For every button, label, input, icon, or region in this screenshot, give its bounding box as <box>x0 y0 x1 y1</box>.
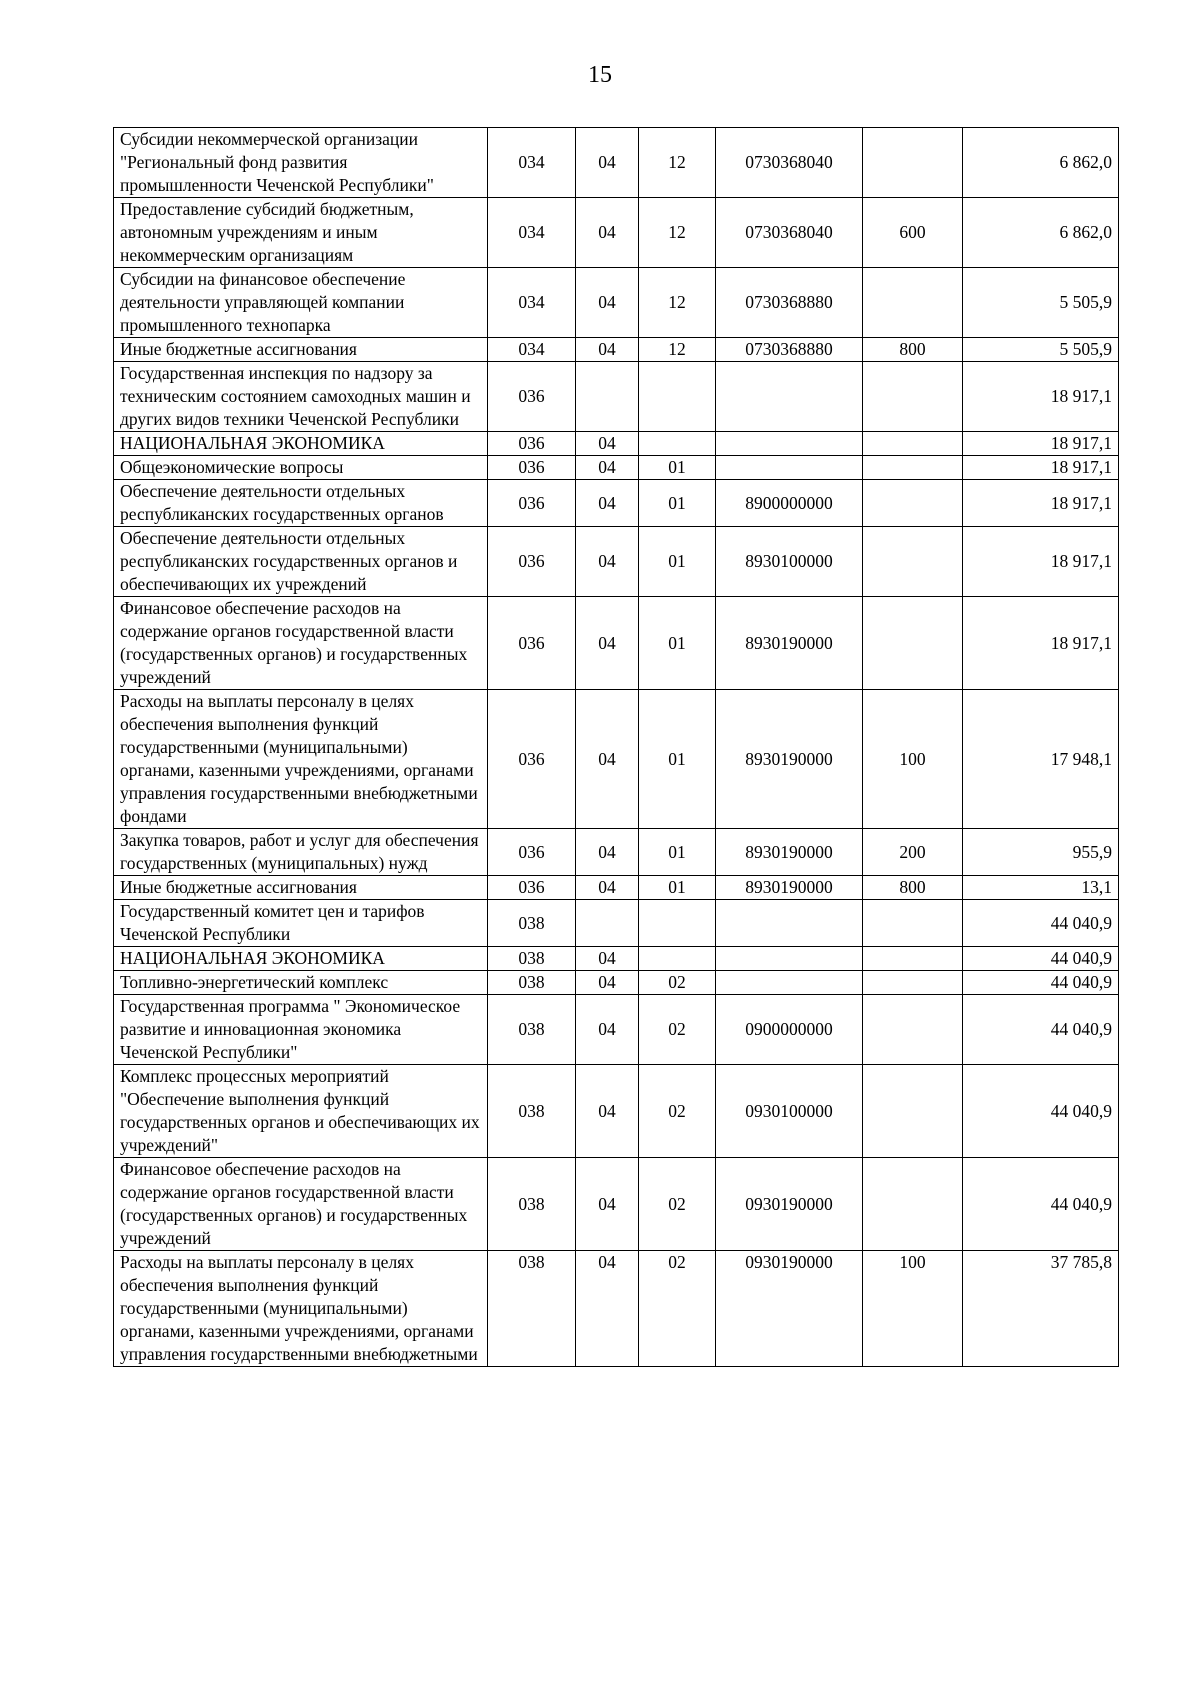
expense-type-code-cell <box>863 995 963 1065</box>
ministry-code-cell: 036 <box>488 876 576 900</box>
ministry-code-cell: 036 <box>488 527 576 597</box>
target-item-code-cell: 8930100000 <box>716 527 863 597</box>
item-name-cell: Общеэкономические вопросы <box>114 456 488 480</box>
ministry-code-cell: 034 <box>488 198 576 268</box>
expense-type-code-cell: 100 <box>863 1251 963 1367</box>
amount-cell: 6 862,0 <box>963 198 1119 268</box>
ministry-code-cell: 036 <box>488 456 576 480</box>
item-name-cell: Расходы на выплаты персоналу в целях обеспечения выполнения функций государственными (муниципальными) органами, казенными учреждениями, органами управления государственными внебюджетными <box>114 1251 488 1367</box>
table-row <box>114 338 1119 362</box>
subsection-code-cell: 02 <box>639 995 716 1065</box>
amount-cell: 18 917,1 <box>963 432 1119 456</box>
table-row <box>114 128 1119 198</box>
ministry-code-cell: 034 <box>488 338 576 362</box>
section-code-cell: 04 <box>576 947 639 971</box>
subsection-code-cell: 12 <box>639 128 716 198</box>
section-code-cell: 04 <box>576 1251 639 1367</box>
subsection-code-cell: 02 <box>639 1158 716 1251</box>
item-name-cell: Финансовое обеспечение расходов на содержание органов государственной власти (государственных органов) и государственных учреждений <box>114 1158 488 1251</box>
item-name-cell: Предоставление субсидий бюджетным, автономным учреждениям и иным некоммерческим организациям <box>114 198 488 268</box>
section-code-cell: 04 <box>576 480 639 527</box>
expense-type-code-cell: 200 <box>863 829 963 876</box>
expense-type-code-cell <box>863 362 963 432</box>
section-code-cell: 04 <box>576 690 639 829</box>
table-row <box>114 1251 1119 1367</box>
table-row <box>114 597 1119 690</box>
ministry-code-cell: 038 <box>488 1065 576 1158</box>
amount-cell: 18 917,1 <box>963 456 1119 480</box>
amount-cell: 955,9 <box>963 829 1119 876</box>
ministry-code-cell: 036 <box>488 829 576 876</box>
table-row <box>114 480 1119 527</box>
section-code-cell: 04 <box>576 456 639 480</box>
table-row <box>114 268 1119 338</box>
table-row <box>114 829 1119 876</box>
page-number: 15 <box>588 62 612 88</box>
target-item-code-cell <box>716 362 863 432</box>
target-item-code-cell: 0730368040 <box>716 128 863 198</box>
target-item-code-cell: 8930190000 <box>716 597 863 690</box>
ministry-code-cell: 034 <box>488 268 576 338</box>
table-row <box>114 198 1119 268</box>
subsection-code-cell: 02 <box>639 1251 716 1367</box>
ministry-code-cell: 038 <box>488 995 576 1065</box>
amount-cell: 44 040,9 <box>963 1158 1119 1251</box>
amount-cell: 44 040,9 <box>963 1065 1119 1158</box>
ministry-code-cell: 036 <box>488 432 576 456</box>
amount-cell: 13,1 <box>963 876 1119 900</box>
item-name-cell: Финансовое обеспечение расходов на содержание органов государственной власти (государственных органов) и государственных учреждений <box>114 597 488 690</box>
amount-cell: 6 862,0 <box>963 128 1119 198</box>
ministry-code-cell: 034 <box>488 128 576 198</box>
item-name-cell: Топливно-энергетический комплекс <box>114 971 488 995</box>
subsection-code-cell <box>639 362 716 432</box>
item-name-cell: Субсидии на финансовое обеспечение деятельности управляющей компании промышленного технопарка <box>114 268 488 338</box>
amount-cell: 44 040,9 <box>963 971 1119 995</box>
table-row <box>114 1158 1119 1251</box>
subsection-code-cell: 01 <box>639 829 716 876</box>
target-item-code-cell: 0730368880 <box>716 268 863 338</box>
section-code-cell: 04 <box>576 198 639 268</box>
table-row <box>114 527 1119 597</box>
expense-type-code-cell <box>863 1065 963 1158</box>
subsection-code-cell: 12 <box>639 268 716 338</box>
subsection-code-cell: 01 <box>639 690 716 829</box>
expense-type-code-cell <box>863 480 963 527</box>
target-item-code-cell: 8930190000 <box>716 829 863 876</box>
amount-cell: 18 917,1 <box>963 480 1119 527</box>
table-row <box>114 690 1119 829</box>
table-row <box>114 456 1119 480</box>
expense-type-code-cell <box>863 971 963 995</box>
item-name-cell: НАЦИОНАЛЬНАЯ ЭКОНОМИКА <box>114 947 488 971</box>
target-item-code-cell <box>716 947 863 971</box>
item-name-cell: Иные бюджетные ассигнования <box>114 338 488 362</box>
ministry-code-cell: 038 <box>488 947 576 971</box>
expense-type-code-cell <box>863 527 963 597</box>
amount-cell: 18 917,1 <box>963 527 1119 597</box>
subsection-code-cell <box>639 900 716 947</box>
subsection-code-cell <box>639 947 716 971</box>
expense-type-code-cell: 600 <box>863 198 963 268</box>
item-name-cell: Субсидии некоммерческой организации "Региональный фонд развития промышленности Чеченской Республики" <box>114 128 488 198</box>
item-name-cell: Обеспечение деятельности отдельных республиканских государственных органов <box>114 480 488 527</box>
expense-type-code-cell <box>863 947 963 971</box>
amount-cell: 44 040,9 <box>963 900 1119 947</box>
section-code-cell: 04 <box>576 527 639 597</box>
item-name-cell: Государственная программа " Экономическое развитие и инновационная экономика Чеченской Республики" <box>114 995 488 1065</box>
item-name-cell: Иные бюджетные ассигнования <box>114 876 488 900</box>
ministry-code-cell: 036 <box>488 597 576 690</box>
section-code-cell <box>576 362 639 432</box>
item-name-cell: Обеспечение деятельности отдельных республиканских государственных органов и обеспечивающих их учреждений <box>114 527 488 597</box>
expense-type-code-cell <box>863 128 963 198</box>
section-code-cell: 04 <box>576 268 639 338</box>
ministry-code-cell: 036 <box>488 480 576 527</box>
section-code-cell: 04 <box>576 876 639 900</box>
section-code-cell: 04 <box>576 971 639 995</box>
table-row <box>114 432 1119 456</box>
ministry-code-cell: 036 <box>488 362 576 432</box>
amount-cell: 37 785,8 <box>963 1251 1119 1367</box>
table-row <box>114 876 1119 900</box>
item-name-cell: Государственный комитет цен и тарифов Чеченской Республики <box>114 900 488 947</box>
section-code-cell: 04 <box>576 1065 639 1158</box>
amount-cell: 17 948,1 <box>963 690 1119 829</box>
item-name-cell: Комплекс процессных мероприятий "Обеспечение выполнения функций государственных органов и обеспечивающих их учреждений" <box>114 1065 488 1158</box>
target-item-code-cell: 0900000000 <box>716 995 863 1065</box>
section-code-cell: 04 <box>576 829 639 876</box>
ministry-code-cell: 038 <box>488 971 576 995</box>
amount-cell: 44 040,9 <box>963 947 1119 971</box>
table-row <box>114 995 1119 1065</box>
section-code-cell: 04 <box>576 995 639 1065</box>
ministry-code-cell: 038 <box>488 1251 576 1367</box>
amount-cell: 5 505,9 <box>963 268 1119 338</box>
subsection-code-cell: 12 <box>639 198 716 268</box>
amount-cell: 5 505,9 <box>963 338 1119 362</box>
table-row <box>114 971 1119 995</box>
target-item-code-cell: 0730368880 <box>716 338 863 362</box>
subsection-code-cell: 01 <box>639 456 716 480</box>
table-row <box>114 900 1119 947</box>
expense-type-code-cell <box>863 900 963 947</box>
target-item-code-cell <box>716 456 863 480</box>
amount-cell: 18 917,1 <box>963 597 1119 690</box>
expense-type-code-cell <box>863 1158 963 1251</box>
target-item-code-cell: 0930100000 <box>716 1065 863 1158</box>
item-name-cell: Государственная инспекция по надзору за техническим состоянием самоходных машин и других видов техники Чеченской Республики <box>114 362 488 432</box>
expense-type-code-cell <box>863 432 963 456</box>
subsection-code-cell: 01 <box>639 876 716 900</box>
table-row <box>114 362 1119 432</box>
amount-cell: 44 040,9 <box>963 995 1119 1065</box>
target-item-code-cell: 8930190000 <box>716 876 863 900</box>
amount-cell: 18 917,1 <box>963 362 1119 432</box>
target-item-code-cell: 8900000000 <box>716 480 863 527</box>
target-item-code-cell <box>716 900 863 947</box>
expense-type-code-cell: 800 <box>863 876 963 900</box>
subsection-code-cell: 01 <box>639 480 716 527</box>
expense-type-code-cell <box>863 268 963 338</box>
target-item-code-cell: 0730368040 <box>716 198 863 268</box>
target-item-code-cell <box>716 432 863 456</box>
ministry-code-cell: 038 <box>488 900 576 947</box>
item-name-cell: Расходы на выплаты персоналу в целях обеспечения выполнения функций государственными (муниципальными) органами, казенными учреждениями, органами управления государственными внебюджетными фондами <box>114 690 488 829</box>
expense-type-code-cell <box>863 597 963 690</box>
subsection-code-cell: 02 <box>639 1065 716 1158</box>
expense-type-code-cell: 100 <box>863 690 963 829</box>
section-code-cell: 04 <box>576 432 639 456</box>
section-code-cell: 04 <box>576 597 639 690</box>
ministry-code-cell: 036 <box>488 690 576 829</box>
budget-table <box>113 127 1119 1367</box>
item-name-cell: НАЦИОНАЛЬНАЯ ЭКОНОМИКА <box>114 432 488 456</box>
target-item-code-cell: 0930190000 <box>716 1158 863 1251</box>
target-item-code-cell <box>716 971 863 995</box>
section-code-cell <box>576 900 639 947</box>
target-item-code-cell: 0930190000 <box>716 1251 863 1367</box>
table-row <box>114 1065 1119 1158</box>
table-row <box>114 947 1119 971</box>
section-code-cell: 04 <box>576 1158 639 1251</box>
subsection-code-cell: 02 <box>639 971 716 995</box>
expense-type-code-cell <box>863 456 963 480</box>
target-item-code-cell: 8930190000 <box>716 690 863 829</box>
subsection-code-cell <box>639 432 716 456</box>
ministry-code-cell: 038 <box>488 1158 576 1251</box>
item-name-cell: Закупка товаров, работ и услуг для обеспечения государственных (муниципальных) нужд <box>114 829 488 876</box>
subsection-code-cell: 01 <box>639 597 716 690</box>
subsection-code-cell: 01 <box>639 527 716 597</box>
expense-type-code-cell: 800 <box>863 338 963 362</box>
subsection-code-cell: 12 <box>639 338 716 362</box>
section-code-cell: 04 <box>576 128 639 198</box>
section-code-cell: 04 <box>576 338 639 362</box>
